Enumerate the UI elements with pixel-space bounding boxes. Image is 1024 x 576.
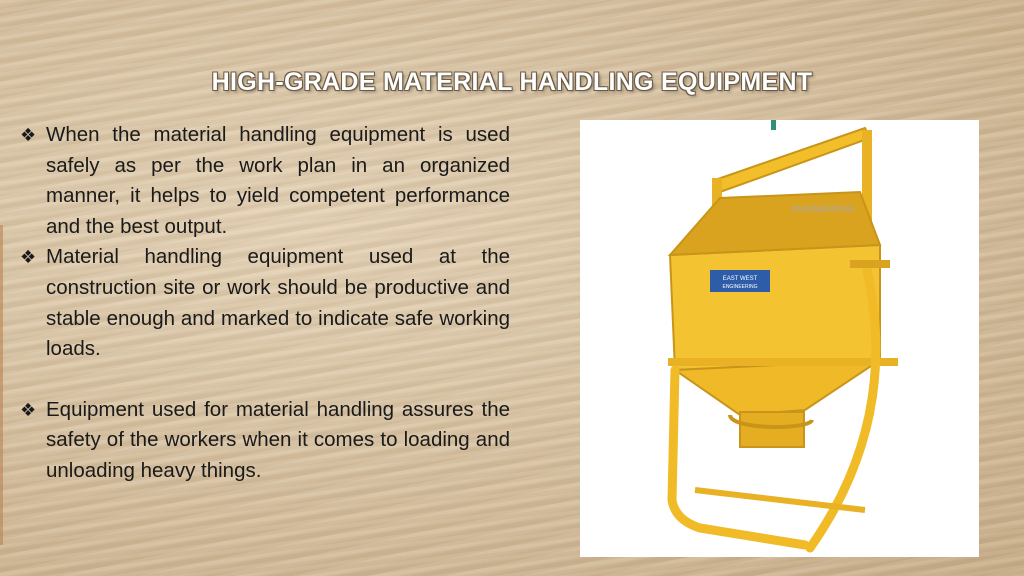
hopper-cone: [675, 360, 880, 415]
slide-title: HIGH-GRADE MATERIAL HANDLING EQUIPMENT: [211, 68, 813, 96]
concrete-skip-illustration: [580, 120, 979, 557]
plate-line-2: ENGINEERING: [722, 284, 758, 290]
equipment-photo: [580, 120, 979, 557]
hook-shackle: [771, 120, 776, 130]
diamond-bullet-icon: ❖: [20, 125, 37, 145]
bullet-item: [20, 120, 510, 242]
bullet-text: Material handling equipment used at the construction site or work should be productive and stable enough and marked to indicate safe working loads.: [46, 245, 510, 361]
bullet-item: [20, 395, 510, 487]
bullet-text: Equipment used for material handling assures the safety of the workers when it comes to loading and unloading heavy things.: [46, 397, 510, 482]
hopper-inside: [670, 192, 880, 255]
discharge-chute: [740, 412, 804, 447]
side-bracket: [850, 260, 890, 268]
diamond-bullet-icon: ❖: [20, 399, 37, 420]
watermark-text: ENGINEERING: [791, 204, 855, 214]
lifting-bail: [715, 128, 870, 192]
bullet-text: When the material handling equipment is used safely as per the work plan in an organized manner, it helps to yield competent performance and the best output.: [46, 123, 510, 238]
edge-accent: [0, 225, 3, 545]
bullet-list: [20, 120, 510, 487]
hopper-front: [670, 245, 880, 370]
frame-bar: [668, 358, 898, 366]
diamond-bullet-icon: ❖: [20, 247, 37, 268]
plate-line-1: EAST WEST: [722, 276, 758, 282]
bullet-item: [20, 242, 510, 364]
